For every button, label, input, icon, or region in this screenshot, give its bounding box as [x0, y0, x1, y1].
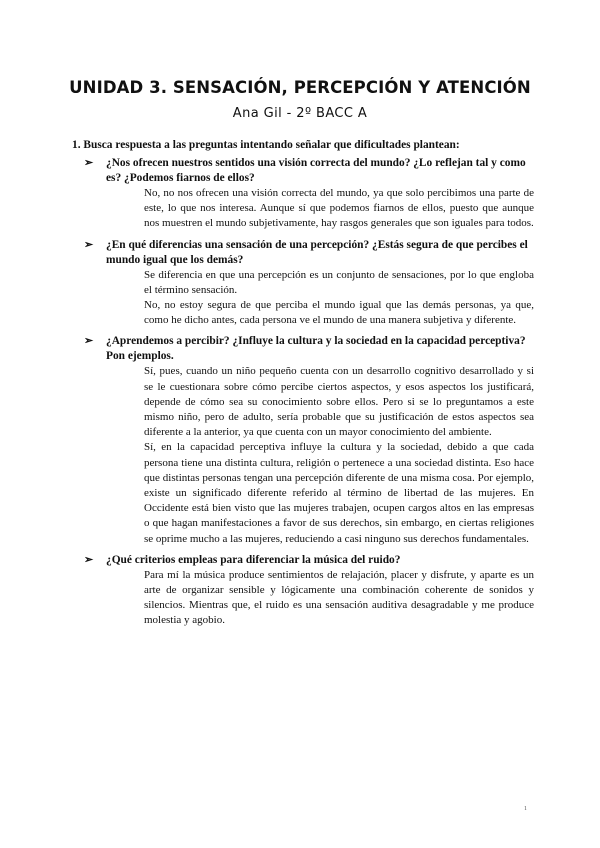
answer-1: [72, 186, 534, 232]
answer-3: [72, 364, 534, 546]
answer-paragraph: No, no nos ofrecen una visión correcta del mundo, ya que solo percibimos una parte de este, lo que nos interesa. Aunque sí que podemos fiarnos de ellos, puesto que aunque nos muestren el mundo subjetivamente, hay rasgos generales que son iguales para todos.: [144, 187, 534, 230]
arrow-bullet-icon: ➢: [84, 157, 94, 169]
answer-paragraph: Para mí la música produce sentimientos de relajación, placer y disfrute, y aparte es un arte de organizar sensible y lógicamente una combinación coherente de sonidos y silencios. Mientras que, el ruido es una sensación auditiva desagradable y me produce molestia y agobio.: [144, 568, 534, 627]
answer-4: [72, 568, 534, 629]
question-4: [72, 553, 534, 568]
arrow-bullet-icon: ➢: [84, 335, 94, 348]
exercise-instruction: 1. Busca respuesta a las preguntas intentando señalar que dificultades plantean:: [72, 139, 460, 151]
answer-2: [72, 268, 534, 329]
arrow-bullet-icon: ➢: [84, 238, 94, 251]
answer-paragraph: Se diferencia en que una percepción es un conjunto de sensaciones, por lo que engloba el término sensación.: [144, 268, 534, 296]
page-number: 1: [524, 806, 527, 812]
question-text: ¿Qué criterios empleas para diferenciar la música del ruido?: [106, 553, 401, 566]
answer-paragraph: Sí, pues, cuando un niño pequeño cuenta con un desarrollo cognitivo desarrollado y si se le cuestionara sobre cómo percibe ciertos aspectos, y esos aspectos los justificará, depende de cómo sea su conocimiento sobre ellos. Pero si se lo preguntamos a este mismo niño, pero de adulto, sería probable que su justificación de estos aspectos sea diferente a la anterior, ya que cuenta con un mayor conocimiento del ambiente.: [144, 365, 534, 439]
question-2: [72, 238, 534, 268]
question-text: ¿Nos ofrecen nuestros sentidos una visión correcta del mundo? ¿Lo reflejan tal y como es? ¿Podemos fiarnos de ellos?: [106, 157, 526, 184]
page-title: UNIDAD 3. SENSACIÓN, PERCEPCIÓN Y ATENCIÓN: [69, 78, 531, 97]
question-1: [72, 156, 534, 186]
question-text: ¿En qué diferencias una sensación de una percepción? ¿Estás segura de que percibes el mundo igual que los demás?: [106, 238, 528, 266]
author-line: Ana Gil - 2º BACC A: [232, 106, 368, 121]
document-body: [72, 138, 534, 629]
answer-paragraph: Sí, en la capacidad perceptiva influye la cultura y la sociedad, debido a que cada persona tiene una distinta cultura, religión o pertenece a una sociedad distinta. Eso hace que distintas personas tengan una percepción diferente de una misma cosa. Por ejemplo, existe un significado diferente referido al término de libertad de las mujeres. En Occidente está bien visto que las mujeres trabajen, ocupen cargos altos en las empresas o que hagan manifestaciones a favor de sus derechos, sin embargo, en ciertas religiones se oprime mucho a las mujeres, reduciendo a casi ninguno sus derechos fundamentales.: [144, 441, 534, 545]
arrow-bullet-icon: ➢: [84, 553, 94, 566]
question-3: [72, 334, 534, 364]
answer-paragraph: No, no estoy segura de que perciba el mundo igual que las demás personas, ya que, como he dicho antes, cada persona ve el mundo de una manera subjetiva y diferente.: [144, 299, 534, 327]
question-text: ¿Aprendemos a percibir? ¿Influye la cultura y la sociedad en la capacidad perceptiva? Pon ejemplos.: [106, 335, 526, 363]
